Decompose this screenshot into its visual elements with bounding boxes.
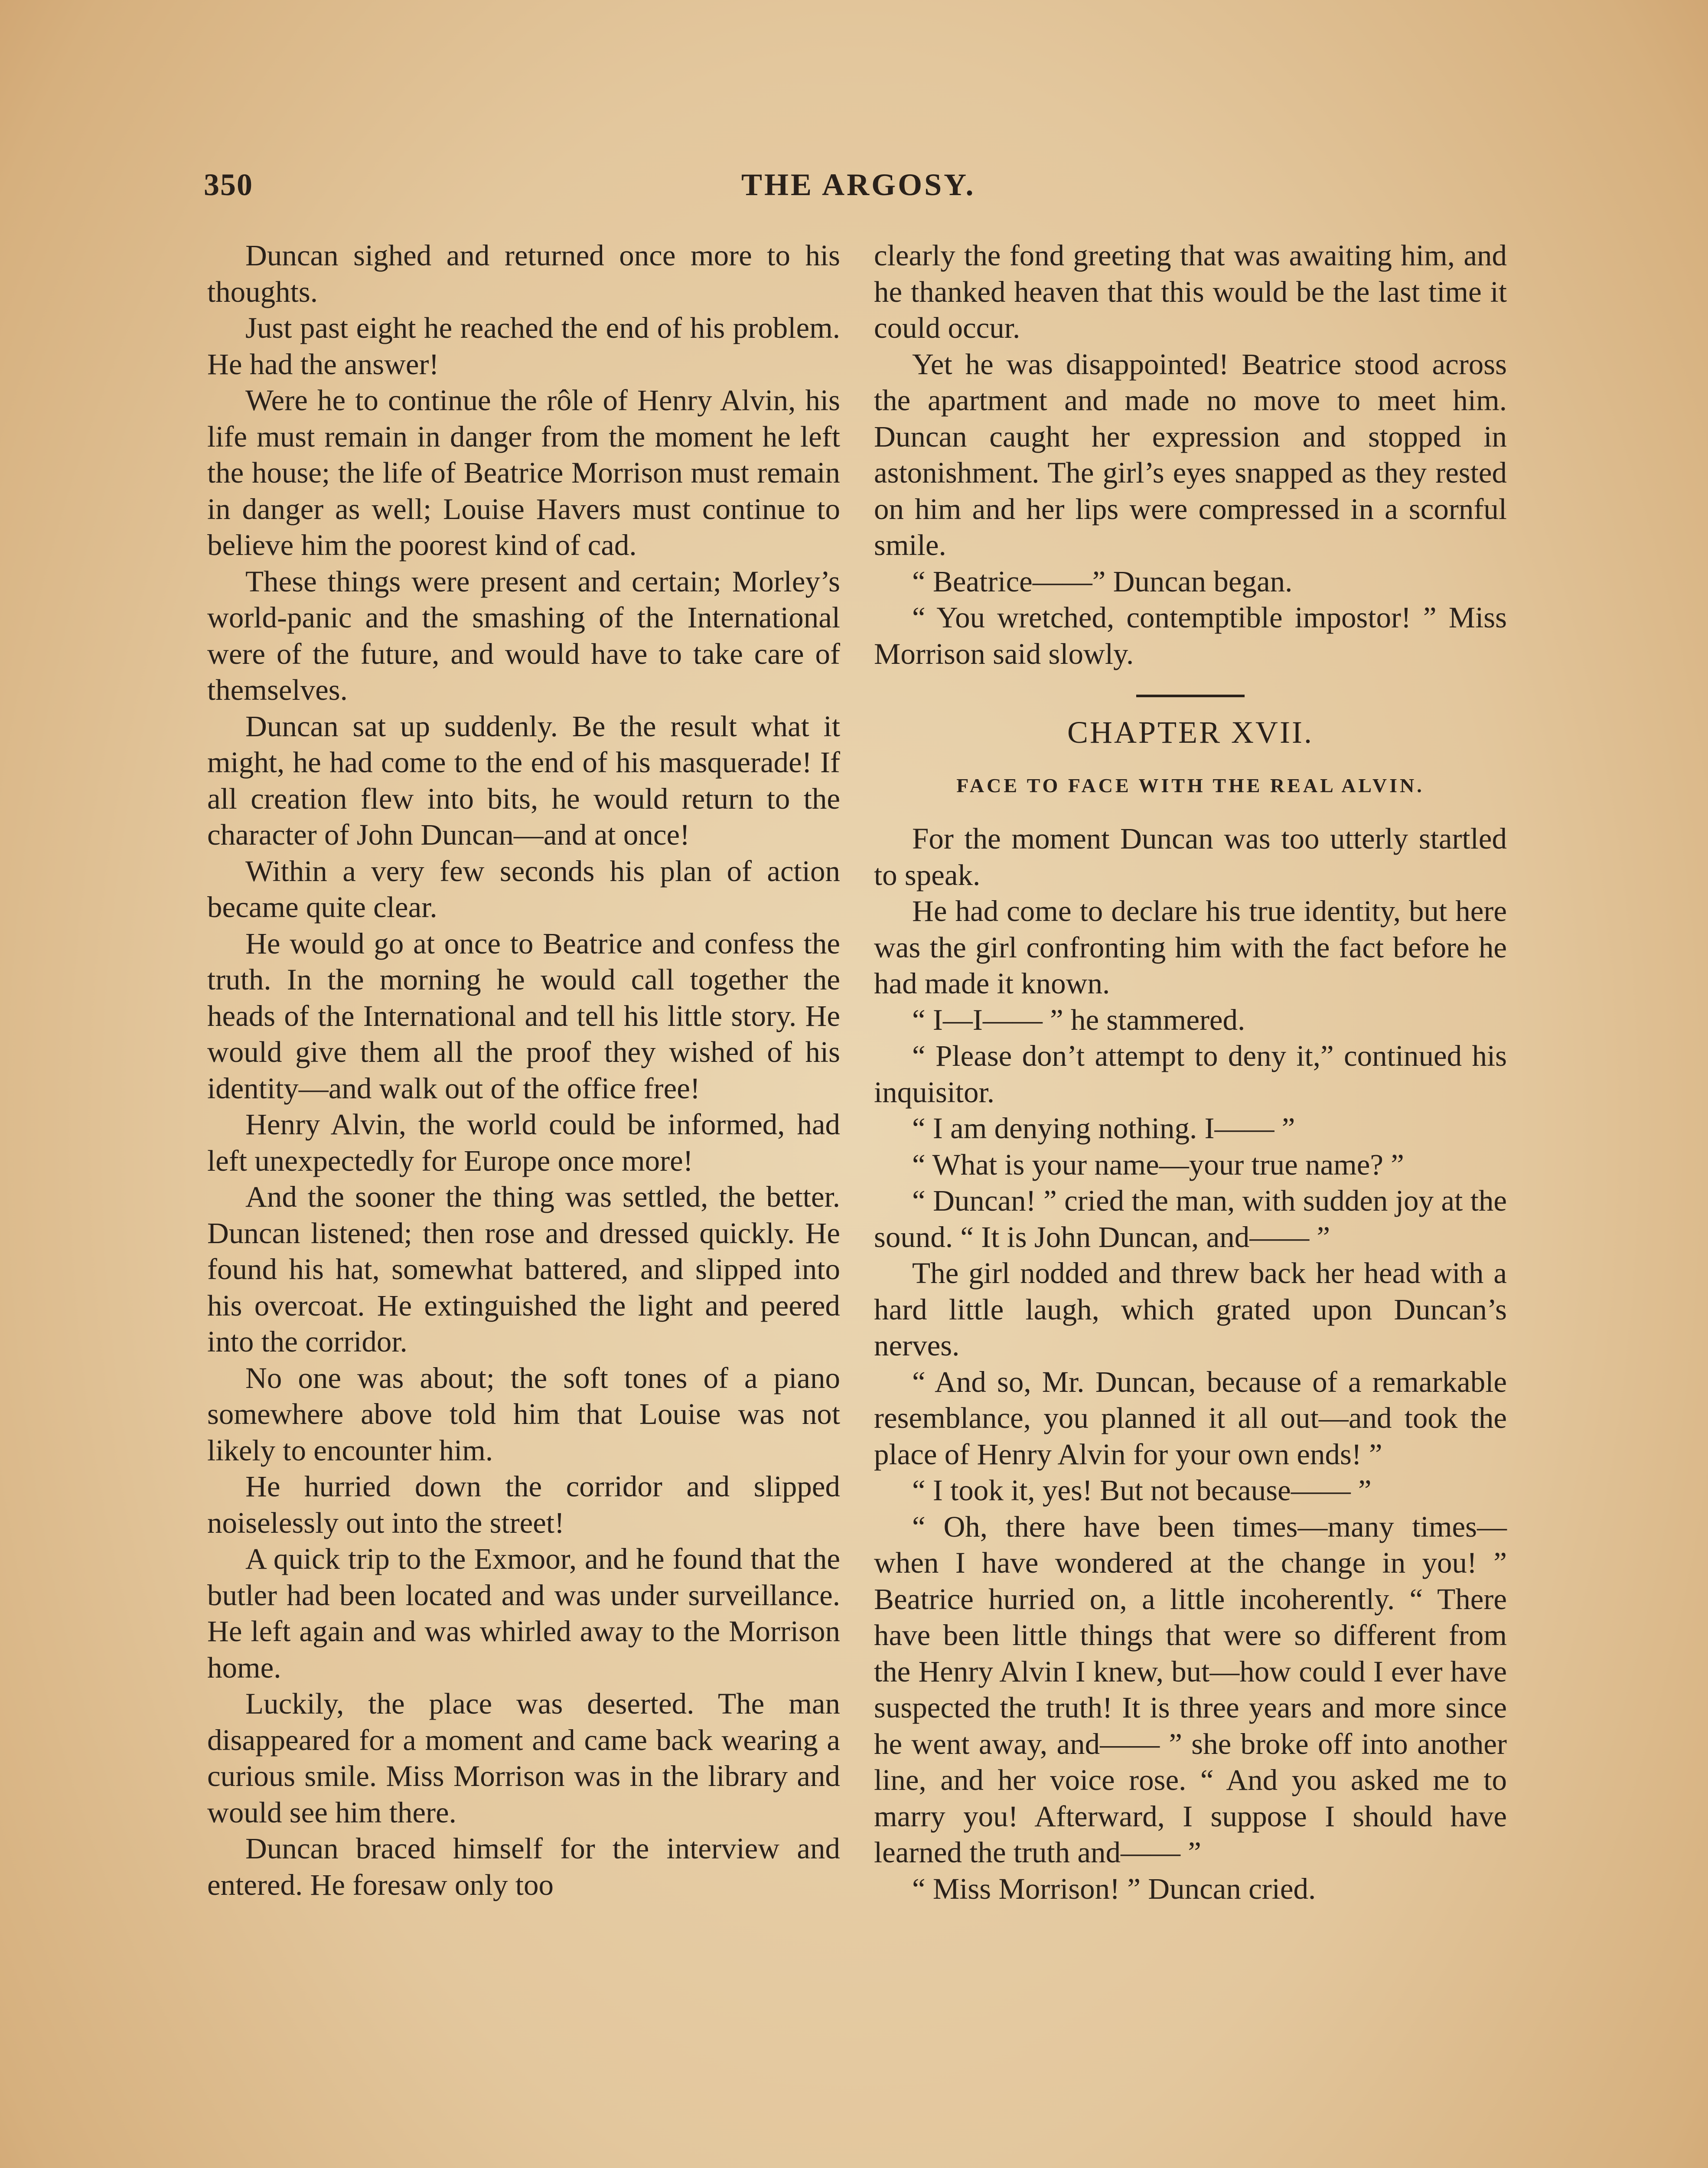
paragraph: Were he to continue the rôle of Henry Alvin, his life must remain in danger from the moment he left the house; the life of Beatrice Morrison must remain in danger as well; Louise Havers must continue to believe him the poorest kind of cad. [207,384,840,562]
running-head [204,167,1504,215]
paragraph: “ Miss Morrison! ” Duncan cried. [912,1872,1316,1905]
paragraph: He had come to declare his true identity, but here was the girl confronting him with the fact before he had made it known. [874,895,1507,1000]
paragraph: “ I—I—— ” he stammered. [912,1003,1245,1036]
paragraph: “ Beatrice——” Duncan began. [912,565,1293,598]
section-divider [1136,695,1245,697]
paragraph: No one was about; the soft tones of a piano somewhere above told him that Louise was not likely to encounter him. [207,1361,840,1467]
page-number: 350 [204,167,253,202]
paragraph: Duncan sighed and returned once more to his thoughts. [207,239,840,308]
paragraph: Within a very few seconds his plan of action became quite clear. [207,854,840,924]
paragraph: “ You wretched, contemptible impostor! ” Miss Morrison said slowly. [874,601,1507,670]
left-column [207,238,840,1903]
paragraph: Luckily, the place was deserted. The man disappeared for a moment and came back wearing a curious smile. Miss Morrison was in the library and would see him there. [207,1687,840,1829]
paragraph: “ Please don’t attempt to deny it,” continued his inquisitor. [874,1039,1507,1109]
paragraph: He hurried down the corridor and slipped noiselessly out into the street! [207,1470,840,1539]
paragraph: A quick trip to the Exmoor, and he found that the butler had been located and was under surveillance. He left again and was whirled away to the Morrison home. [207,1542,840,1684]
paragraph: Yet he was disappointed! Beatrice stood across the apartment and made no move to meet him. Duncan caught her expression and stopped in astonishment. The girl’s eyes snapped as they rested on him and her lips were compressed in a scornful smile. [874,347,1507,562]
paragraph: “ And so, Mr. Duncan, because of a remarkable resemblance, you planned it all out—and took the place of Henry Alvin for your own ends! ” [874,1365,1507,1471]
paragraph: He would go at once to Beatrice and confess the truth. In the morning he would call together the heads of the International and tell his little story. He would give them all the proof they wished of his identity—and walk out of the office free! [207,927,840,1105]
chapter-title: CHAPTER XVII. [1067,715,1314,750]
chapter-subtitle: FACE TO FACE WITH THE REAL ALVIN. [956,774,1424,797]
paragraph: Duncan braced himself for the interview and entered. He foresaw only too [207,1832,840,1901]
paragraph: “ What is your name—your true name? ” [912,1148,1404,1181]
paragraph: And the sooner the thing was settled, the better. Duncan listened; then rose and dressed quickly. He found his hat, somewhat battered, and slipped into his overcoat. He extinguished the light and peered into the corridor. [207,1180,840,1358]
right-column [874,238,1507,1907]
paragraph: Henry Alvin, the world could be informed, had left unexpectedly for Europe once more! [207,1108,840,1177]
paragraph: “ Oh, there have been times—many times—when I have wondered at the change in you! ” Beatrice hurried on, a little incoherently. “ There have been little things that were so different from the Henry Alvin I knew, but—how could I ever have suspected the truth! It is three years and more since he went away, and—— ” she broke off into another line, and her voice rose. “ And you asked me to marry you! Afterward, I suppose I should have learned the truth and—— ” [874,1510,1507,1869]
paragraph: “ Duncan! ” cried the man, with sudden joy at the sound. “ It is John Duncan, and—— ” [874,1184,1507,1254]
paragraph: Duncan sat up suddenly. Be the result what it might, he had come to the end of his masquerade! If all creation flew into bits, he would return to the character of John Duncan—and at once! [207,709,840,851]
paragraph: “ I took it, yes! But not because—— ” [912,1474,1372,1507]
paragraph: Just past eight he reached the end of his problem. He had the answer! [207,311,840,381]
paragraph: clearly the fond greeting that was awaiting him, and he thanked heaven that this would be the last time it could occur. [874,239,1507,344]
paragraph: “ I am denying nothing. I—— ” [912,1112,1295,1145]
paragraph: For the moment Duncan was too utterly startled to speak. [874,822,1507,891]
journal-title: THE ARGOSY. [741,167,976,202]
paragraph: These things were present and certain; Morley’s world-panic and the smashing of the International were of the future, and would have to take care of themselves. [207,565,840,706]
paragraph: The girl nodded and threw back her head with a hard little laugh, which grated upon Duncan’s nerves. [874,1257,1507,1362]
